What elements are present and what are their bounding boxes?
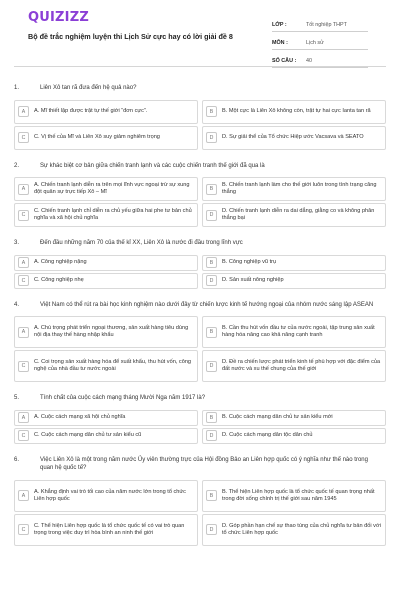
option-letter-badge: C: [18, 132, 29, 143]
option-b[interactable]: [202, 177, 386, 201]
option-text: B. Công nghiệp vũ trụ: [222, 259, 277, 265]
question-text: Tính chất của cuộc cách mạng tháng Mười Nga năm 1917 là?: [40, 395, 206, 401]
option-letter-badge: D: [206, 132, 217, 143]
option-letter-badge: A: [18, 184, 29, 195]
option-text: D. Sự giải thể của Tổ chức Hiệp ước Vacsava và SEATO: [222, 134, 364, 140]
option-letter-badge: A: [18, 257, 29, 268]
option-a[interactable]: [14, 410, 198, 426]
option-letter-badge: D: [206, 210, 217, 221]
question-line: [14, 456, 386, 473]
option-text: A. Công nghiệp nặng: [34, 259, 87, 265]
option-text: A. Chú trọng phát triển ngoại thương, sản xuất hàng tiêu dùng nội địa thay thế hàng nhập khẩu: [34, 325, 189, 338]
answer-grid: [14, 316, 386, 382]
option-letter-badge: B: [206, 412, 217, 423]
question-line: [14, 394, 386, 403]
option-text: B. Một cực là Liên Xô không còn, trật tự hai cực Ianta tan rã: [222, 108, 371, 114]
option-text: B. Thể hiện Liên hợp quốc là tổ chức quốc tế quan trọng nhất trong đời sống chính trị thế giới sau năm 1945: [222, 488, 375, 502]
question-6: [14, 456, 386, 546]
question-2: [14, 162, 386, 228]
option-letter-badge: A: [18, 327, 29, 338]
option-c[interactable]: [14, 126, 198, 150]
question-number: 1.: [14, 85, 20, 91]
question-3: [14, 239, 386, 289]
question-text: Sự khác biệt cơ bản giữa chiến tranh lạnh và các cuộc chiến tranh thế giới đã qua là: [40, 162, 265, 169]
option-text: C. Vị thế của Mĩ và Liên Xô suy giảm nghiêm trọng: [34, 134, 160, 140]
question-1: [14, 84, 386, 150]
option-text: B. Cần thu hút vốn đầu tư của nước ngoài, tập trung sản xuất hàng hóa nâng cao khả năng cạnh tranh: [222, 325, 375, 338]
option-d[interactable]: [202, 203, 386, 227]
option-b[interactable]: [202, 255, 386, 271]
option-text: C. Thể hiện Liên hợp quốc là tổ chức quốc tế có vai trò quan trọng trong việc duy trì hòa bình an ninh thế giới: [34, 522, 185, 536]
meta-key: LỚP :: [272, 22, 287, 28]
option-text: A. Chiến tranh lạnh diễn ra trên mọi lĩnh vực ngoại trừ sự xung đột quân sự trực tiếp Xô – Mĩ: [34, 182, 190, 195]
question-number: 5.: [14, 395, 20, 401]
header-divider: [14, 66, 386, 67]
option-letter-badge: C: [18, 524, 29, 535]
option-letter-badge: A: [18, 106, 29, 117]
option-letter-badge: C: [18, 275, 29, 286]
option-text: D. Đề ra chiến lược phát triển kinh tế phù hợp với đặc điểm của đất nước và xu thế chung của thế giới: [222, 359, 381, 372]
option-letter-badge: B: [206, 184, 217, 195]
option-c[interactable]: [14, 273, 198, 289]
answer-grid: [14, 100, 386, 150]
page-title: Bộ đề trắc nghiệm luyện thi Lịch Sử cực hay có lời giải đề 8: [28, 32, 233, 41]
question-4: [14, 301, 386, 383]
option-letter-badge: B: [206, 257, 217, 268]
meta-key: MÔN :: [272, 40, 288, 46]
option-b[interactable]: [202, 410, 386, 426]
meta-value: 40: [306, 58, 312, 64]
option-a[interactable]: [14, 100, 198, 124]
meta-row-class: [272, 14, 368, 32]
question-number: 4.: [14, 301, 20, 308]
answer-grid: [14, 410, 386, 444]
option-letter-badge: B: [206, 490, 217, 501]
option-letter-badge: D: [206, 430, 217, 441]
answer-grid: [14, 177, 386, 227]
question-5: [14, 394, 386, 444]
option-letter-badge: D: [206, 361, 217, 372]
quizizz-logo: QUIZIZZ: [28, 10, 89, 25]
option-d[interactable]: [202, 273, 386, 289]
option-letter-badge: C: [18, 210, 29, 221]
option-b[interactable]: [202, 316, 386, 348]
question-text: Đến đầu những năm 70 của thế kỉ XX, Liên Xô là nước đi đầu trong lĩnh vực: [40, 240, 243, 246]
question-text: Việt Nam có thể rút ra bài học kinh nghiệm nào dưới đây từ chiến lược kinh tế hướng ngoại của nhóm nước sáng lập ASEAN: [40, 301, 374, 308]
option-text: D. Chiến tranh lạnh diễn ra dai dẳng, giằng co và không phân thắng bại: [222, 208, 375, 221]
option-letter-badge: B: [206, 106, 217, 117]
meta-value: Lịch sử: [306, 40, 324, 46]
option-text: D. Sản xuất nông nghiệp: [222, 277, 284, 283]
option-a[interactable]: [14, 316, 198, 348]
option-text: B. Chiến tranh lạnh làm cho thế giới luôn trong tình trạng căng thẳng: [222, 182, 377, 195]
question-line: [14, 162, 386, 171]
option-a[interactable]: [14, 255, 198, 271]
option-text: A. Mĩ thiết lập được trật tự thế giới “đơn cực”.: [34, 108, 148, 114]
option-c[interactable]: [14, 514, 198, 546]
option-text: C. Cuộc cách mạng dân chủ tư sản kiểu cũ: [34, 432, 142, 438]
option-text: C. Coi trọng sản xuất hàng hóa để xuất khẩu, thu hút vốn, công nghệ của nhà đầu tư nước ngoài: [34, 359, 192, 372]
option-b[interactable]: [202, 100, 386, 124]
question-number: 6.: [14, 456, 20, 463]
option-letter-badge: B: [206, 327, 217, 338]
question-text: Liên Xô tan rã đưa đến hệ quả nào?: [40, 85, 137, 91]
option-letter-badge: A: [18, 490, 29, 501]
meta-row-subject: [272, 32, 368, 50]
option-a[interactable]: [14, 480, 198, 512]
option-a[interactable]: [14, 177, 198, 201]
worksheet-header: [14, 0, 386, 72]
question-text: Việc Liên Xô là một trong năm nước Ủy viên thường trực của Hội đồng Bảo an Liên hợp quốc có ý nghĩa như thế nào trong quan hệ quốc tế?: [40, 456, 368, 471]
option-text: C. Chiến tranh lạnh chỉ diễn ra chủ yếu giữa hai phe tư bản chủ nghĩa và xã hội chủ nghĩa: [34, 208, 192, 221]
option-text: A. Cuộc cách mạng xã hội chủ nghĩa: [34, 414, 126, 420]
question-line: [14, 239, 386, 248]
question-number: 2.: [14, 162, 20, 169]
option-text: C. Công nghiệp nhẹ: [34, 277, 84, 283]
meta-key: SỐ CÂU :: [272, 58, 297, 64]
option-letter-badge: C: [18, 361, 29, 372]
option-letter-badge: D: [206, 524, 217, 535]
option-letter-badge: A: [18, 412, 29, 423]
answer-grid: [14, 255, 386, 289]
option-d[interactable]: [202, 428, 386, 444]
option-letter-badge: C: [18, 430, 29, 441]
question-number: 3.: [14, 240, 20, 246]
option-c[interactable]: [14, 350, 198, 382]
option-text: B. Cuộc cách mạng dân chủ tư sản kiểu mới: [222, 414, 333, 420]
option-c[interactable]: [14, 428, 198, 444]
answer-grid: [14, 480, 386, 546]
question-line: [14, 84, 386, 93]
option-d[interactable]: [202, 350, 386, 382]
meta-table: [272, 14, 368, 68]
option-d[interactable]: [202, 514, 386, 546]
option-text: A. Khẳng định vai trò tối cao của năm nước lớn trong tổ chức Liên hợp quốc: [34, 488, 186, 502]
question-line: [14, 301, 386, 310]
option-b[interactable]: [202, 480, 386, 512]
option-text: D. Cuộc cách mạng dân tộc dân chủ: [222, 432, 313, 438]
option-d[interactable]: [202, 126, 386, 150]
meta-value: Tốt nghiệp THPT: [306, 22, 347, 28]
option-letter-badge: D: [206, 275, 217, 286]
option-text: D. Góp phần hạn chế sự thao túng của chủ nghĩa tư bản đối với tổ chức Liên hợp quốc: [222, 522, 381, 536]
option-c[interactable]: [14, 203, 198, 227]
